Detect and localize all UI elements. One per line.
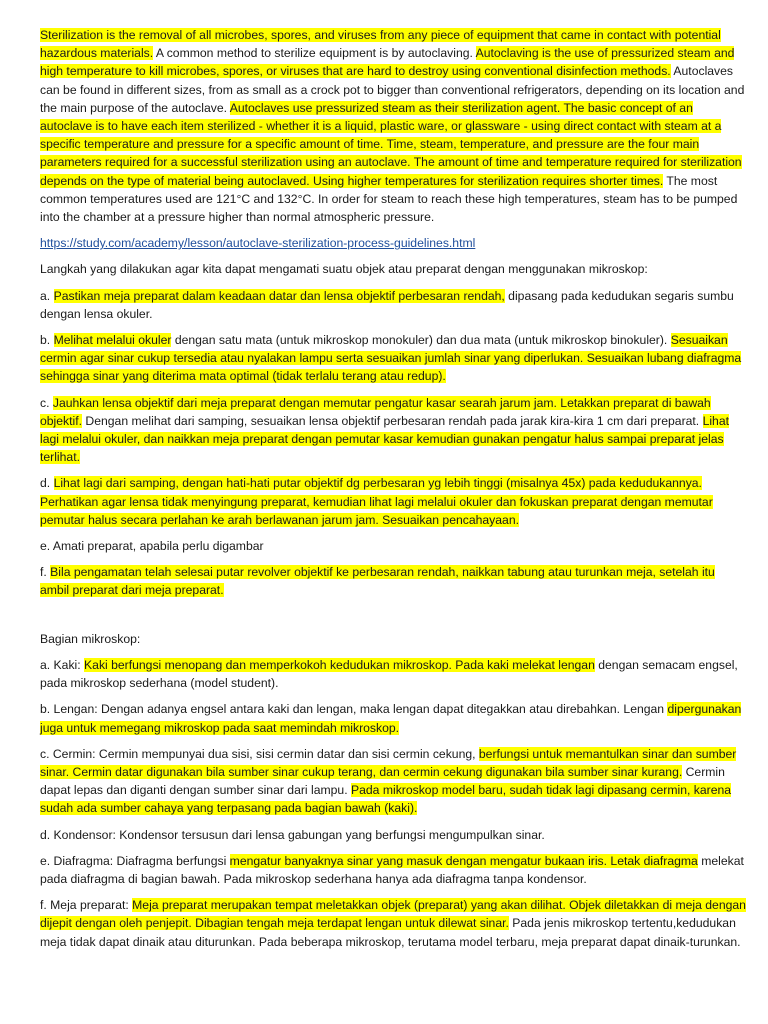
highlighted-text: Pada mikroskop model baru, sudah tidak lagi dipasang cermin, karena sudah ada sumber cahaya yang terpasang pada bagian bawah (kaki). (40, 783, 732, 816)
part-a-kaki (40, 656, 746, 692)
highlighted-text: dipergunakan juga untuk memegang mikroskop pada saat memindah mikroskop. (40, 702, 742, 735)
part-f-meja-preparat (40, 896, 746, 951)
text-run: Autoclaves can be found in different sizes, from as small as a crock pot to bigger than conventional refrigerators, depending on its location and the main purpose of the autoclave. (40, 64, 745, 115)
text-run: Langkah yang dilakukan agar kita dapat mengamati suatu objek atau preparat dengan menggunakan mikroskop: (40, 262, 648, 277)
text-run: dengan satu mata (untuk mikroskop monokuler) dan dua mata (untuk mikroskop binokuler). (171, 333, 671, 348)
text-run: b. Lengan: Dengan adanya engsel antara kaki dan lengan, maka lengan dapat ditegakkan atau direbahkan. Lengan (40, 702, 668, 717)
part-e-diafragma (40, 852, 746, 888)
step-b (40, 331, 746, 386)
highlighted-text: Autoclaves use pressurized steam as their sterilization agent. The basic concept of an autoclave is to have each item sterilized - whether it is a liquid, plastic ware, or glassware - using direct contact with steam at a specific temperature and pressure for a specific amount of time. Time, steam, temperature, and pressure are the four main parameters required for a successful sterilization using an autoclave. The amount of time and temperature required for sterilization depends on the type of material being autoclaved. Using higher temperatures for sterilization requires shorter times. (40, 100, 742, 188)
highlighted-text: Meja preparat merupakan tempat meletakkan objek (preparat) yang akan dilihat. Objek diletakkan di meja dengan dijepit dengan oleh penjepit. Dibagian tengah meja terdapat lengan untuk dilewat sinar. (40, 898, 746, 931)
text-run: Bagian mikroskop: (40, 631, 141, 646)
text-run: d. (40, 476, 54, 491)
highlighted-text: berfungsi untuk memantulkan sinar dan sumber sinar. Cermin datar digunakan bila sumber sinar cukup terang, dan cermin cekung digunakan bila sumber sinar kurang. (40, 746, 737, 779)
highlighted-text: Sesuaikan cermin agar sinar cukup tersedia atau nyalakan lampu serta sesuaikan jumlah sinar yang diperlukan. Sesuaikan lubang diafragma sehingga sinar yang diterima mata optimal (tidak terlalu terang atau redup). (40, 333, 742, 384)
step-f (40, 563, 746, 599)
part-d-kondensor (40, 826, 746, 844)
text-run: e. Diafragma: Diafragma berfungsi (40, 853, 230, 868)
text-run: c. (40, 395, 53, 410)
step-d (40, 474, 746, 529)
text-run: d. Kondensor: Kondensor tersusun dari lensa gabungan yang berfungsi mengumpulkan sinar. (40, 827, 545, 842)
step-a (40, 287, 746, 323)
text-run: A common method to sterilize equipment is by autoclaving. (153, 46, 476, 61)
text-run: melekat pada diafragma di bagian bawah. Pada mikroskop sederhana hanya ada diafragma tanpa kondensor. (40, 853, 744, 886)
highlighted-text: Bila pengamatan telah selesai putar revolver objektif ke perbesaran rendah, naikkan tabung atau turunkan meja, setelah itu ambil preparat dari meja preparat. (40, 565, 715, 598)
highlighted-text: Sterilization is the removal of all microbes, spores, and viruses from any piece of equipment that came in contact with potential hazardous materials. (40, 28, 721, 61)
text-run: dipasang pada kedudukan segaris sumbu dengan lensa okuler. (40, 288, 734, 321)
highlighted-text: mengatur banyaknya sinar yang masuk dengan mengatur bukaan iris. Letak diafragma (229, 853, 698, 868)
text-run: e. Amati preparat, apabila perlu digambar (40, 539, 264, 554)
part-b-lengan (40, 700, 746, 736)
highlighted-text: Pastikan meja preparat dalam keadaan datar dan lensa objektif perbesaran rendah, (53, 288, 505, 303)
text-run: The most common temperatures used are 121°C and 132°C. In order for steam to reach these high temperatures, steam has to be pumped into the chamber at a pressure higher than normal atmospheric pressure. (40, 173, 738, 225)
text-run: a. (40, 288, 54, 303)
text-run: f. (40, 565, 51, 580)
part-c-cermin (40, 745, 746, 818)
text-run: b. (40, 333, 54, 348)
paragraph-sterilization (40, 26, 746, 226)
text-run: f. Meja preparat: (40, 898, 133, 913)
highlighted-text: Lihat lagi melalui okuler, dan naikkan meja preparat dengan pemutar kasar kemudian gunakan pengatur halus sampai preparat jelas terlihat. (40, 413, 729, 465)
highlighted-text: Autoclaving is the use of pressurized steam and high temperature to kill microbes, spores, or viruses that are hard to destroy using conventional disinfection methods. (40, 46, 735, 79)
text-run: Cermin dapat lepas dan diganti dengan sumber sinar dari lampu. (40, 764, 725, 798)
highlighted-text: Kaki berfungsi menopang dan memperkokoh kedudukan mikroskop. Pada kaki melekat lengan (84, 657, 595, 672)
reference-link[interactable]: https://study.com/academy/lesson/autoclave-sterilization-process-guidelines.html (40, 236, 476, 251)
text-run: a. Kaki: (40, 657, 85, 672)
highlighted-text: Lihat lagi dari samping, dengan hati-hati putar objektif dg perbesaran yg lebih tinggi (misalnya 45x) pada kedudukannya. Perhatikan agar lensa tidak menyingung preparat, kemudian lihat lagi melalui okuler dan fokuskan preparat dengan memutar pemutar halus secara perlahan ke arah berlawanan jarum jam. Sesuaikan pencahayaan. (40, 476, 713, 527)
highlighted-text: Melihat melalui okuler (53, 333, 172, 348)
text-run: dengan semacam engsel, pada mikroskop sederhana (model student). (40, 657, 738, 691)
text-run: Pada jenis mikroskop tertentu,kedudukan meja tidak dapat dinaik atau diturunkan. Pada beberapa mikroskop, terutama model terbaru, meja preparat dapat dinaik-turunkan. (40, 916, 741, 949)
paragraph-steps-intro (40, 260, 746, 278)
step-e (40, 537, 746, 555)
parts-heading (40, 630, 746, 648)
text-run: Dengan melihat dari samping, sesuaikan lensa objektif perbesaran rendah pada jarak kira-kira 1 cm dari preparat. (82, 413, 703, 428)
text-run: c. Cermin: Cermin mempunyai dua sisi, sisi cermin datar dan sisi cermin cekung, (40, 746, 479, 761)
step-c (40, 394, 746, 467)
reference-link-paragraph (40, 234, 746, 252)
highlighted-text: Jauhkan lensa objektif dari meja preparat dengan memutar pengatur kasar searah jarum jam. Letakkan preparat di bawah objektif. (40, 395, 711, 428)
document-page (40, 26, 746, 959)
